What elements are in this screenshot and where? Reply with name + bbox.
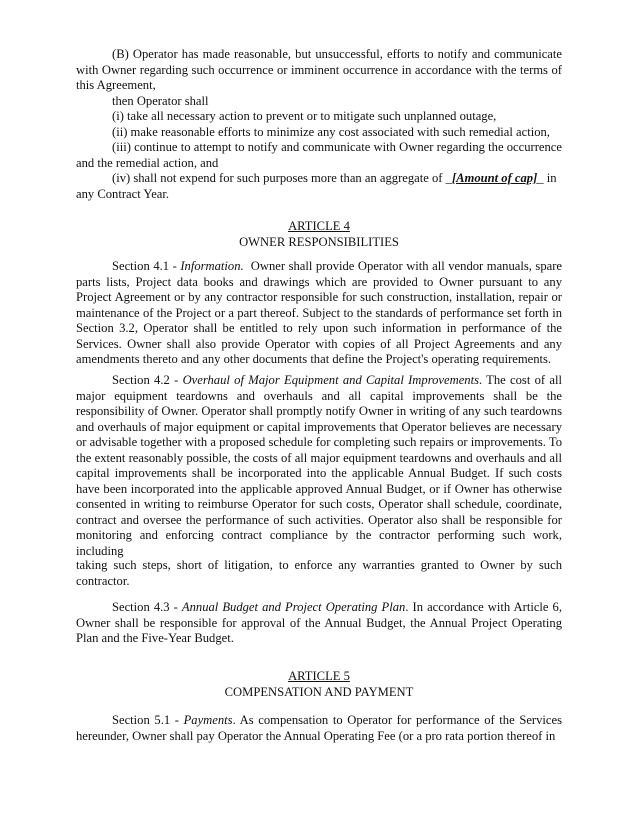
clause-b-paragraph: (B) Operator has made reasonable, but unsuccessful, efforts to notify and communicate with Owner regarding such occurrence or imminent occurrence in accordance with the terms of this Agreement, bbox=[76, 47, 562, 92]
item-iv-blank-lead: _ bbox=[445, 171, 452, 185]
section-4-1-heading: Information. bbox=[180, 259, 244, 273]
item-ii: (ii) make reasonable efforts to minimize any cost associated with such remedial action, bbox=[112, 124, 550, 139]
item-iv bbox=[76, 171, 562, 202]
section-4-2-continuation bbox=[76, 558, 562, 589]
section-5-1-body: . As compensation to Operator for performance of the Services hereunder, Owner shall pay Operator the Annual Operating Fee (or a pro rata portion thereof in bbox=[76, 713, 562, 743]
section-4-2-paragraph bbox=[76, 373, 562, 559]
article-4-heading bbox=[76, 219, 562, 250]
section-5-1-label: Section 5.1 - bbox=[112, 713, 184, 727]
section-4-3-body: . In accordance with Article 6, Owner shall be responsible for approval of the Annual Budget, the Annual Project Operating Plan and the Five-Year Budget. bbox=[76, 600, 563, 645]
section-4-3 bbox=[76, 600, 562, 647]
item-iv-tail: in any Contract Year. bbox=[76, 171, 557, 201]
section-5-1 bbox=[76, 713, 562, 744]
section-4-2-label: Section 4.2 - bbox=[112, 373, 183, 387]
section-4-3-paragraph bbox=[76, 600, 562, 647]
item-iii: (iii) continue to attempt to notify and communicate with Owner regarding the occurrence and the remedial action, and bbox=[76, 140, 562, 170]
section-4-2-continuation-text: taking such steps, short of litigation, to enforce any warranties granted to Owner by such contractor. bbox=[76, 558, 562, 588]
section-4-3-label: Section 4.3 - bbox=[112, 600, 182, 614]
article-4-number: ARTICLE 4 bbox=[288, 219, 350, 233]
clause-b-block bbox=[76, 47, 562, 202]
section-4-2 bbox=[76, 373, 562, 559]
section-4-3-heading: Annual Budget and Project Operating Plan bbox=[181, 600, 406, 614]
article-4-title: OWNER RESPONSIBILITIES bbox=[239, 234, 399, 249]
article-5-number: ARTICLE 5 bbox=[288, 669, 350, 683]
section-4-1-body: Owner shall provide Operator with all vendor manuals, spare parts lists, Project data books and drawings which are provided to Owner pursuant to any Project Agreement or by any contractor responsible for such construction, installation, repair or maintenance of the Project or a part thereof. Subject to the standards of performance set forth in Section 3.2, Operator shall be entitled to rely upon such information in performance of the Services. Owner shall also provide Operator with copies of all Project Agreements and any amendments thereto and any other documents that define the Project's operating requirements. bbox=[76, 259, 563, 366]
article-5-heading bbox=[76, 669, 562, 700]
section-4-2-heading: Overhaul of Major Equipment and Capital Improvements bbox=[182, 373, 479, 387]
then-operator-line: then Operator shall bbox=[112, 93, 209, 108]
section-5-1-heading: Payments bbox=[183, 713, 233, 727]
item-iv-blank-tail: _ bbox=[537, 171, 544, 185]
section-4-1-paragraph bbox=[76, 259, 562, 368]
item-i: (i) take all necessary action to prevent or to mitigate such unplanned outage, bbox=[112, 109, 497, 123]
section-4-1-label: Section 4.1 - bbox=[112, 259, 181, 273]
section-4-1 bbox=[76, 259, 562, 368]
article-5-title: COMPENSATION AND PAYMENT bbox=[224, 684, 414, 699]
item-iv-text: (iv) shall not expend for such purposes more than an aggregate of bbox=[112, 171, 443, 185]
section-4-2-body: . The cost of all major equipment teardowns and overhauls and all capital improvements shall be the responsibility of Owner. Operator shall promptly notify Owner in writing of any such teardowns and overhauls of major equipment or capital improvements that Operator believes are necessary or advisable together with a proposed schedule for completing such repairs or improvements. To the extent reasonably possible, the costs of all major equipment teardowns and overhauls and all capital improvements shall be incorporated into the applicable Annual Budget. If such costs have been incorporated into the applicable approved Annual Budget, or if Owner has otherwise consented in writing to reimburse Operator for such costs, Operator shall schedule, coordinate, contract and oversee the performance of such activities. Operator also shall be responsible for monitoring and enforcing contract compliance by the contractor performing such work, including bbox=[76, 373, 562, 558]
amount-of-cap-field: [Amount of cap] bbox=[451, 171, 538, 185]
section-5-1-paragraph bbox=[76, 713, 562, 744]
